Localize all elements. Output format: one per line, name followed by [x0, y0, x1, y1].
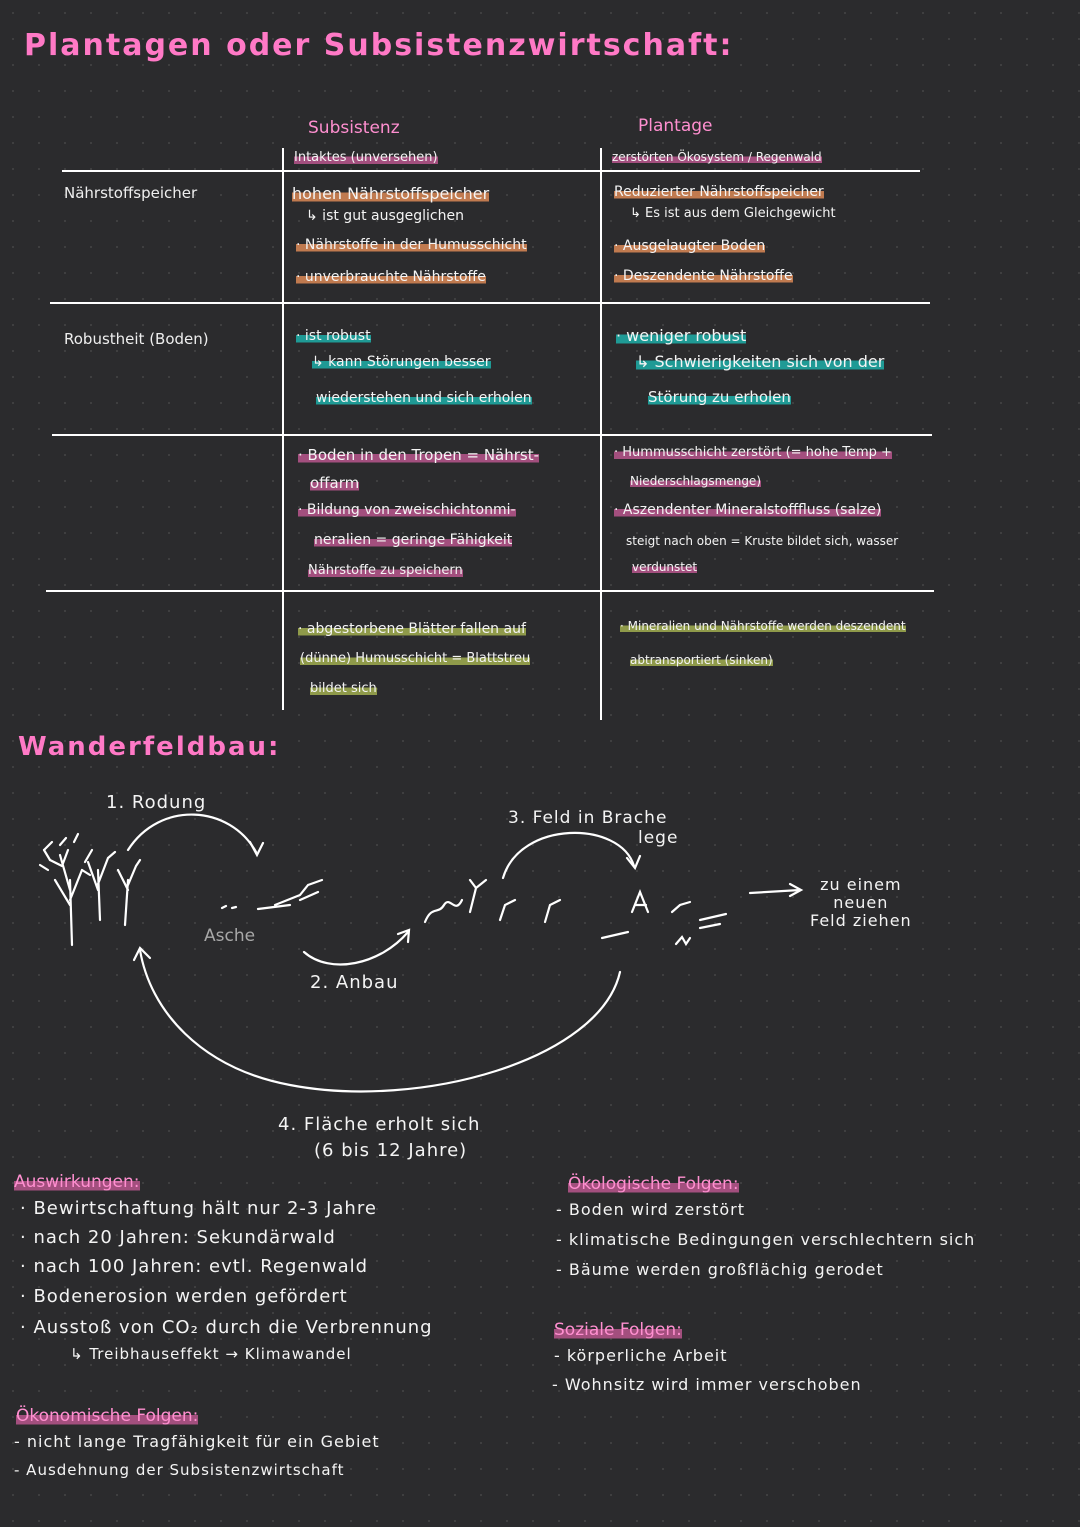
cell-text: Nährstoffe zu speichern: [308, 563, 463, 578]
list-item: - Wohnsitz wird immer verschoben: [552, 1375, 862, 1394]
cell-text: (dünne) Humusschicht = Blattstreu: [300, 651, 531, 666]
list-item: · nach 100 Jahren: evtl. Regenwald: [20, 1256, 369, 1277]
step-brache-label: 3. Feld in Brache: [508, 808, 668, 828]
section-title-auswirkungen: Auswirkungen:: [14, 1172, 140, 1192]
cell-text: neralien = geringe Fähigkeit: [314, 532, 513, 548]
cell-text: wiederstehen und sich erholen: [316, 390, 532, 406]
cell-text: bildet sich: [310, 681, 377, 696]
cell-text: ↳ Es ist aus dem Gleichgewicht: [630, 206, 836, 221]
list-item: - Bäume werden großflächig gerodet: [556, 1260, 884, 1279]
cell-text: hohen Nährstoffspeicher: [292, 184, 490, 203]
list-item: - nicht lange Tragfähigkeit für ein Gebiet: [14, 1432, 380, 1451]
column-subheader-subsistenz: Intaktes (unversehen): [294, 150, 438, 165]
row-label-naehrstoffspeicher: Nährstoffspeicher: [64, 184, 198, 202]
section-title-oekonomisch: Ökonomische Folgen:: [16, 1406, 199, 1426]
fallow-field-icon: [602, 892, 726, 944]
list-item: · Ausstoß von CO₂ durch die Verbrennung: [20, 1317, 433, 1338]
step-erholung-duration: (6 bis 12 Jahre): [314, 1140, 468, 1161]
arrow-brache: [503, 833, 634, 878]
table-vertical-line-1: [282, 148, 284, 710]
cell-text: ↳ kann Störungen besser: [312, 354, 491, 370]
list-item: - körperliche Arbeit: [554, 1346, 728, 1365]
list-item: - Ausdehnung der Subsistenzwirtschaft: [14, 1461, 345, 1479]
cell-text: Niederschlagsmenge): [630, 474, 761, 488]
cell-text: · Aszendenter Mineralstofffluss (salze): [614, 502, 882, 518]
cell-text: ↳ ist gut ausgeglichen: [306, 208, 464, 224]
trees-icon: [40, 834, 140, 945]
table-horizontal-line-2: [50, 302, 930, 304]
section-title-sozial: Soziale Folgen:: [554, 1320, 682, 1340]
list-item: · Bodenerosion werden gefördert: [20, 1286, 348, 1307]
cell-text: · unverbrauchte Nährstoffe: [296, 269, 486, 285]
cell-text: · Nährstoffe in der Humusschicht: [296, 237, 527, 253]
column-header-plantage: Plantage: [638, 116, 713, 136]
list-item: - Boden wird zerstört: [556, 1200, 745, 1219]
section-title-oekologisch: Ökologische Folgen:: [568, 1174, 739, 1194]
asche-label: Asche: [204, 926, 256, 946]
list-item: · nach 20 Jahren: Sekundärwald: [20, 1227, 336, 1248]
cell-text: · Deszendente Nährstoffe: [614, 268, 793, 284]
cell-text: verdunstet: [632, 560, 698, 574]
list-item: - klimatische Bedingungen verschlechtern sich: [556, 1230, 976, 1249]
burnt-field-icon: [222, 880, 322, 909]
table-horizontal-line-3: [52, 434, 932, 436]
cell-text: Reduzierter Nährstoffspeicher: [614, 184, 824, 200]
section-title-wanderfeldbau: Wanderfeldbau:: [18, 732, 281, 762]
cell-text: · Bildung von zweischichtonmi-: [298, 502, 516, 518]
step-brache-label-cont: lege: [638, 828, 679, 848]
step-rodung-label: 1. Rodung: [106, 792, 207, 813]
arrow-rodung: [128, 815, 256, 852]
cell-text: · ist robust: [296, 328, 371, 344]
cell-text: ↳ Schwierigkeiten sich von der: [636, 352, 885, 371]
new-field-label: zu einem neuen Feld ziehen: [810, 875, 912, 930]
wanderfeldbau-diagram: [0, 780, 1080, 1110]
sprouts-icon: [425, 880, 560, 922]
cell-text: · Boden in den Tropen = Nährst-: [298, 446, 540, 464]
cell-text: · abgestorbene Blätter fallen auf: [298, 621, 526, 637]
page-title: Plantagen oder Subsistenzwirtschaft:: [24, 28, 734, 63]
list-item: · Bewirtschaftung hält nur 2-3 Jahre: [20, 1198, 377, 1219]
arrow-neues-feld: [750, 890, 800, 893]
cell-text: abtransportiert (sinken): [630, 653, 773, 667]
cell-text: steigt nach oben = Kruste bildet sich, wasser: [626, 534, 899, 548]
table-horizontal-line-1: [62, 170, 920, 172]
cell-text: · weniger robust: [616, 326, 747, 345]
step-anbau-label: 2. Anbau: [310, 972, 399, 993]
cell-text: · Hummusschicht zerstört (= hohe Temp +: [614, 445, 892, 460]
cell-text: · Mineralien und Nährstoffe werden deszendent: [620, 619, 906, 633]
column-subheader-plantage: zerstörten Ökosystem / Regenwald: [612, 150, 822, 164]
row-label-robustheit: Robustheit (Boden): [64, 330, 209, 348]
table-horizontal-line-4: [46, 590, 934, 592]
cell-text: offarm: [310, 474, 360, 492]
column-header-subsistenz: Subsistenz: [308, 118, 400, 138]
step-erholung-label: 4. Fläche erholt sich: [278, 1114, 481, 1135]
list-item: ↳ Treibhauseffekt → Klimawandel: [70, 1345, 352, 1363]
cell-text: Störung zu erholen: [648, 388, 791, 406]
cell-text: · Ausgelaugter Boden: [614, 238, 766, 254]
arrow-anbau: [304, 932, 408, 964]
